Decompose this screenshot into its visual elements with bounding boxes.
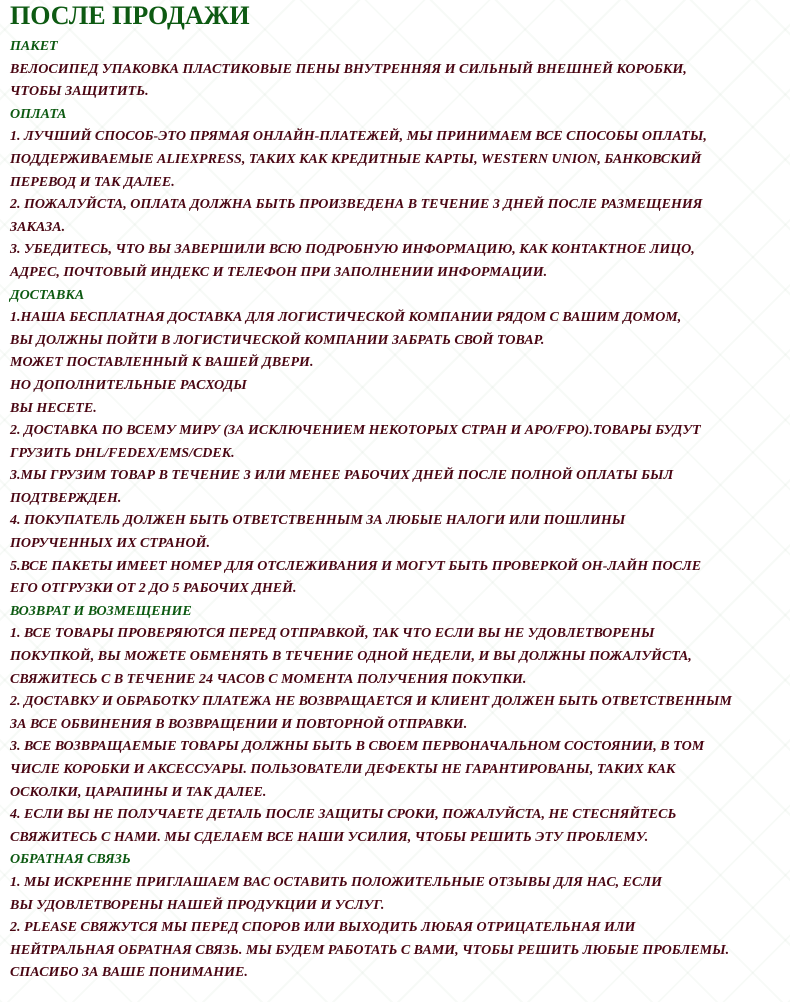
- text-line: 1. ЛУЧШИЙ СПОСОБ-ЭТО ПРЯМАЯ ОНЛАЙН-ПЛАТЕЖЕЙ, МЫ ПРИНИМАЕМ ВСЕ СПОСОБЫ ОПЛАТЫ,: [10, 129, 707, 145]
- section-payment: [10, 104, 782, 285]
- text-line: 2. ПОЖАЛУЙСТА, ОПЛАТА ДОЛЖНА БЫТЬ ПРОИЗВЕДЕНА В ТЕЧЕНИЕ 3 ДНЕЙ ПОСЛЕ РАЗМЕЩЕНИЯ: [10, 197, 703, 213]
- text-line: ЗА ВСЕ ОБВИНЕНИЯ В ВОЗВРАЩЕНИИ И ПОВТОРНОЙ ОТПРАВКИ.: [10, 716, 468, 732]
- page-title: ПОСЛЕ ПРОДАЖИ: [10, 1, 250, 30]
- text-line: ВЫ НЕСЕТЕ.: [10, 400, 97, 416]
- text-line: ВЫ ДОЛЖНЫ ПОЙТИ В ЛОГИСТИЧЕСКОЙ КОМПАНИИ ЗАБРАТЬ СВОЙ ТОВАР.: [10, 332, 545, 348]
- section-heading-feedback: ОБРАТНАЯ СВЯЗЬ: [10, 852, 131, 868]
- after-sale-document: [0, 2, 790, 1002]
- text-line: СВЯЖИТЕСЬ С В ТЕЧЕНИЕ 24 ЧАСОВ С МОМЕНТА ПОЛУЧЕНИЯ ПОКУПКИ.: [10, 671, 527, 687]
- section-heading-returns: ВОЗВРАТ И ВОЗМЕЩЕНИЕ: [10, 603, 192, 619]
- text-line: 2. ДОСТАВКА ПО ВСЕМУ МИРУ (ЗА ИСКЛЮЧЕНИЕМ НЕКОТОРЫХ СТРАН И APO/FPO).ТОВАРЫ БУДУТ: [10, 423, 701, 439]
- text-line: 2. ДОСТАВКУ И ОБРАБОТКУ ПЛАТЕЖА НЕ ВОЗВРАЩАЕТСЯ И КЛИЕНТ ДОЛЖЕН БЫТЬ ОТВЕТСТВЕННЫМ: [10, 694, 732, 710]
- text-line: СПАСИБО ЗА ВАШЕ ПОНИМАНИЕ.: [10, 965, 248, 981]
- text-line: ЧТОБЫ ЗАЩИТИТЬ.: [10, 84, 149, 100]
- text-line: ПОДДЕРЖИВАЕМЫЕ ALIEXPRESS, ТАКИХ КАК КРЕДИТНЫЕ КАРТЫ, WESTERN UNION, БАНКОВСКИЙ: [10, 151, 702, 167]
- text-line: АДРЕС, ПОЧТОВЫЙ ИНДЕКС И ТЕЛЕФОН ПРИ ЗАПОЛНЕНИИ ИНФОРМАЦИИ.: [10, 264, 548, 280]
- section-delivery: [10, 285, 782, 601]
- section-heading-payment: ОПЛАТА: [10, 106, 67, 122]
- text-line: ЕГО ОТГРУЗКИ ОТ 2 ДО 5 РАБОЧИХ ДНЕЙ.: [10, 581, 297, 597]
- text-line: НО ДОПОЛНИТЕЛЬНЫЕ РАСХОДЫ: [10, 377, 247, 393]
- section-package: [10, 36, 782, 104]
- section-heading-package: ПАКЕТ: [10, 39, 58, 54]
- text-line: 2. PLEASE СВЯЖУТСЯ МЫ ПЕРЕД СПОРОВ ИЛИ ВЫХОДИТЬ ЛЮБАЯ ОТРИЦАТЕЛЬНАЯ ИЛИ: [10, 920, 636, 936]
- text-line: ПЕРЕВОД И ТАК ДАЛЕЕ.: [10, 174, 175, 190]
- text-line: ПОДТВЕРЖДЕН.: [10, 490, 122, 506]
- text-line: ПОКУПКОЙ, ВЫ МОЖЕТЕ ОБМЕНЯТЬ В ТЕЧЕНИЕ ОДНОЙ НЕДЕЛИ, И ВЫ ДОЛЖНЫ ПОЖАЛУЙСТА,: [10, 649, 692, 665]
- text-line: ВЫ УДОВЛЕТВОРЕНЫ НАШЕЙ ПРОДУКЦИИ И УСЛУГ.: [10, 897, 385, 913]
- text-line: ВЕЛОСИПЕД УПАКОВКА ПЛАСТИКОВЫЕ ПЕНЫ ВНУТРЕННЯЯ И СИЛЬНЫЙ ВНЕШНЕЙ КОРОБКИ,: [10, 61, 687, 77]
- text-line: 4. ПОКУПАТЕЛЬ ДОЛЖЕН БЫТЬ ОТВЕТСТВЕННЫМ ЗА ЛЮБЫЕ НАЛОГИ ИЛИ ПОШЛИНЫ: [10, 513, 626, 529]
- text-line: 3. ВСЕ ВОЗВРАЩАЕМЫЕ ТОВАРЫ ДОЛЖНЫ БЫТЬ В СВОЕМ ПЕРВОНАЧАЛЬНОМ СОСТОЯНИИ, В ТОМ: [10, 739, 705, 755]
- section-heading-delivery: ДОСТАВКА: [10, 287, 85, 303]
- text-line: 1. ВСЕ ТОВАРЫ ПРОВЕРЯЮТСЯ ПЕРЕД ОТПРАВКОЙ, ТАК ЧТО ЕСЛИ ВЫ НЕ УДОВЛЕТВОРЕНЫ: [10, 626, 655, 642]
- section-returns: [10, 601, 782, 850]
- text-line: 5.ВСЕ ПАКЕТЫ ИМЕЕТ НОМЕР ДЛЯ ОТСЛЕЖИВАНИЯ И МОГУТ БЫТЬ ПРОВЕРКОЙ ОН-ЛАЙН ПОСЛЕ: [10, 558, 702, 574]
- text-line: НЕЙТРАЛЬНАЯ ОБРАТНАЯ СВЯЗЬ. МЫ БУДЕМ РАБОТАТЬ С ВАМИ, ЧТОБЫ РЕШИТЬ ЛЮБЫЕ ПРОБЛЕМЫ.: [10, 942, 730, 958]
- text-line: 1.НАША БЕСПЛАТНАЯ ДОСТАВКА ДЛЯ ЛОГИСТИЧЕСКОЙ КОМПАНИИ РЯДОМ С ВАШИМ ДОМОМ,: [10, 310, 682, 326]
- text-line: ЧИСЛЕ КОРОБКИ И АКСЕССУАРЫ. ПОЛЬЗОВАТЕЛИ ДЕФЕКТЫ НЕ ГАРАНТИРОВАНЫ, ТАКИХ КАК: [10, 762, 676, 777]
- text-line: ГРУЗИТЬ DHL/FEDEX/EMS/CDEK.: [10, 445, 235, 461]
- text-line: ПОРУЧЕННЫХ ИХ СТРАНОЙ.: [10, 536, 210, 552]
- section-feedback: [10, 849, 782, 985]
- text-line: 3. УБЕДИТЕСЬ, ЧТО ВЫ ЗАВЕРШИЛИ ВСЮ ПОДРОБНУЮ ИНФОРМАЦИЮ, КАК КОНТАКТНОЕ ЛИЦО,: [10, 242, 695, 258]
- text-line: 3.МЫ ГРУЗИМ ТОВАР В ТЕЧЕНИЕ 3 ИЛИ МЕНЕЕ РАБОЧИХ ДНЕЙ ПОСЛЕ ПОЛНОЙ ОПЛАТЫ БЫЛ: [10, 468, 674, 484]
- text-line: 4. ЕСЛИ ВЫ НЕ ПОЛУЧАЕТЕ ДЕТАЛЬ ПОСЛЕ ЗАЩИТЫ СРОКИ, ПОЖАЛУЙСТА, НЕ СТЕСНЯЙТЕСЬ: [10, 807, 677, 823]
- text-line: МОЖЕТ ПОСТАВЛЕННЫЙ К ВАШЕЙ ДВЕРИ.: [10, 355, 314, 371]
- text-line: ОСКОЛКИ, ЦАРАПИНЫ И ТАК ДАЛЕЕ.: [10, 784, 267, 800]
- text-line: 1. МЫ ИСКРЕННЕ ПРИГЛАШАЕМ ВАС ОСТАВИТЬ ПОЛОЖИТЕЛЬНЫЕ ОТЗЫВЫ ДЛЯ НАС, ЕСЛИ: [10, 874, 663, 890]
- text-line: ЗАКАЗА.: [10, 219, 66, 235]
- text-line: СВЯЖИТЕСЬ С НАМИ. МЫ СДЕЛАЕМ ВСЕ НАШИ УСИЛИЯ, ЧТОБЫ РЕШИТЬ ЭТУ ПРОБЛЕМУ.: [10, 829, 649, 845]
